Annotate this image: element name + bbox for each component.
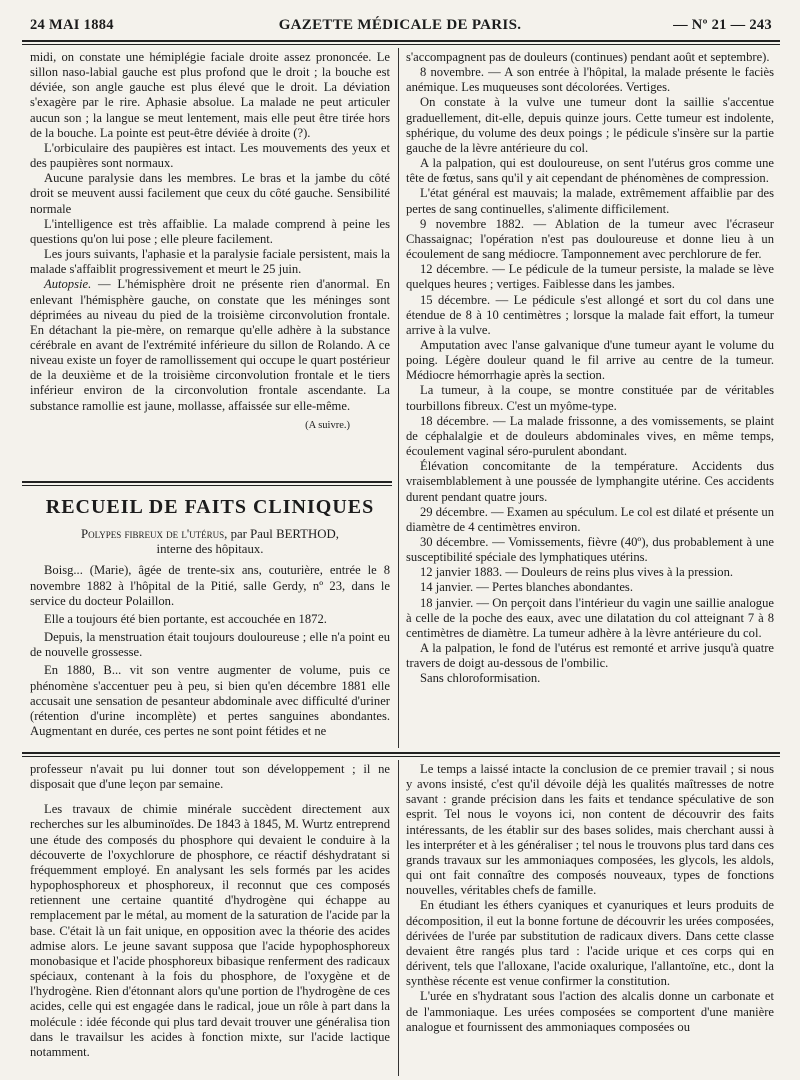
header-issue-page: — Nº 21 — 243: [673, 17, 772, 33]
paragraph: La tumeur, à la coupe, se montre constituée par de véritables tourbillons fibreux. C'est un myôme-type.: [406, 383, 774, 413]
follow-note: (A suivre.): [305, 419, 350, 431]
paragraph: En 1880, B... vit son ventre augmenter de volume, puis ce phénomène s'accentuer peu à peu, si bien qu'en décembre 1881 elle accusait une sensation de pesanteur abdominale avec difficulté d'uriner (rétention d'urine incomplète) et pertes sanguines abondantes. Augmentant en durée, ces pertes ne sont point fétides et ne: [30, 663, 390, 739]
header-journal-title: GAZETTE MÉDICALE DE PARIS.: [278, 17, 522, 33]
column-4-bottom: [406, 762, 774, 1072]
paragraph: En étudiant les éthers cyaniques et cyanuriques et leurs produits de décomposition, il eut la bonne fortune de découvrir les urées composées, dérivées de l'urée par substitution de radicaux divers. Dans cette classe devaient être rangés plus tard : l'acide urique et ces corps qui en dérivent, tels que l'alloxane, l'acide oxalurique, l'allantoïne, etc., dont la synthèse récente est venue confirmer la constitution.: [406, 898, 774, 989]
paragraph: Sans chloroformisation.: [420, 671, 541, 686]
header-rule-thin: [22, 44, 780, 45]
paragraph: 12 janvier 1883. — Douleurs de reins plus vives à la pression.: [420, 565, 734, 580]
feuilleton-rule-thin: [22, 756, 780, 757]
paragraph: A la palpation, le fond de l'utérus est remonté et arrive jusqu'à quatre travers de doigt au-dessous de l'ombilic.: [406, 641, 774, 671]
paragraph: 29 décembre. — Examen au spéculum. Le col est dilaté et présente un diamètre de 4 centimètres environ.: [406, 504, 774, 534]
paragraph: L'intelligence est très affaiblie. La malade comprend à peine les questions qu'on lui pose ; elle pleure facilement.: [30, 216, 390, 246]
paragraph: 18 décembre. — La malade frissonne, a des vomissements, se plaint de céphalalgie et de douleurs abdominales vives, en même temps, écoulement vaginal séro-purulent abondant.: [406, 413, 774, 459]
paragraph: Le temps a laissé intacte la conclusion de ce premier travail ; si nous y avons insisté, c'est qu'il dévoile déjà les qualités maîtresses de notre savant : grande précision dans les faits et tendance spéculative de son esprit. Tel nous le voyons ici, non content de découvrir des faits intéressants, de les établir sur des bases solides, mais cherchant aussi à les interpréter et à les généraliser ; tel nous le trouvons plus tard dans ces grands travaux sur les ammoniaques composées, les glycols, les aldols, qui ont fait connaître des composés nouveaux, types de fonctions nouvelles, véritables chefs de famille.: [406, 762, 774, 898]
section-rule: [22, 481, 392, 483]
paragraph: Élévation concomitante de la température. Accidents dus vraisemblablement à une poussée de lymphangite utérine. Ces accidents durent pendant quatre jours.: [406, 459, 774, 504]
paragraph: Boisg... (Marie), âgée de trente-six ans, couturière, entrée le 8 novembre 1882 à l'hôpital de la Pitié, salle Gerdy, nº 23, dans le service du docteur Polaillon.: [30, 563, 390, 608]
column-1-bottom: [30, 492, 390, 748]
paragraph-autopsie: Autopsie. — L'hémisphère droit ne présente rien d'anormal. En enlevant l'hémisphère gauche, on constate que les méninges sont déprimées au niveau du pied de la troisième circonvolution frontale. En détachant la pie-mère, on remarque qu'elle adhère à la substance cérébrale en avant de l'extrémité inférieure du sillon de Rolando. A ce niveau existe un foyer de ramollissement qui occupe le quart postérieur de la deuxième et de la troisième circonvolution frontale et le tiers inférieur environ de la circonvolution frontale ascendante. La substance ramollie est jaune, mollasse, affaissée sur elle-même.: [30, 277, 390, 413]
paragraph: L'urée en s'hydratant sous l'action des alcalis donne un carbonate et de l'ammoniaque. Les urées composées se comportent d'une manière analogue et fournissent des ammoniaques composées ou: [406, 989, 774, 1034]
paragraph: Les travaux de chimie minérale succèdent directement aux recherches sur les albuminoïdes. De 1843 à 1845, M. Wurtz entreprend une étude des composés du phosphore qui devaient le conduire à la découverte de l'oxychlorure de phosphore, ce réactif déshydratant si fréquemment employé. En analysant les sels formés par les acides hypophosphoreux et phosphoreux, il reconnut que ces composés retiennent une certaine quantité d'hydrogène qui échappe au remplacement par le métal, au moment de la saturation de l'acide par la base. C'était là un fait unique, en opposition avec la théorie des acides admise alors. Le jeune savant supposa que l'acide hypophosphoreux monobasique et l'acide phosphoreux bibasique renferment des radicaux spéciaux, contenant à la fois du phosphore, de l'oxygène et de l'hydrogène. Rien d'étonnant alors qu'une portion de l'hydrogène de ces acides, celle qui est engagée dans le radical, joue un rôle à part dans la molécule : idée féconde qui plus tard devait trouver une généralisa tion dans le travailsur les acides à fonction mixte, sur l'acide lactique notamment.: [30, 802, 390, 1059]
paragraph: 15 décembre. — Le pédicule s'est allongé et sort du col dans une étendue de 8 à 10 centimètres ; lorsque la malade fait effort, la tumeur arrive à la vulve.: [406, 292, 774, 337]
paragraph: midi, on constate une hémiplégie faciale droite assez prononcée. Le sillon naso-labial gauche est plus profond que le droit ; la bouche est déviée, son angle gauche est plus élevé que le droit. La déviation s'exagère par le rire. Aphasie absolue. La malade ne peut articuler aucun son ; la langue se meut lentement, mais elle peut être tirée hors de la bouche. La pointe est peut-être déviée à droite (?).: [30, 50, 390, 140]
header-rule: [22, 40, 780, 42]
article-subtitle: Polypes fibreux de l'utérus, par Paul BERTHOD,: [81, 527, 339, 542]
column-1-top: [30, 50, 390, 480]
section-title: RECUEIL DE FAITS CLINIQUES: [45, 496, 375, 518]
paragraph: 9 novembre 1882. — Ablation de la tumeur avec l'écraseur Chassaignac; l'opération n'est pas douloureuse et donne lieu à un écoulement de sang médiocre. Tamponnement avec perchlorure de fer.: [406, 216, 774, 262]
page-header: [22, 14, 778, 38]
paragraph: Amputation avec l'anse galvanique d'une tumeur ayant le volume du poing. Légère douleur quand le fil arrive au centre de la tumeur. Médiocre hémorrhagie après la section.: [406, 337, 774, 383]
paragraph: On constate à la vulve une tumeur dont la saillie s'accentue graduellement, dit-elle, depuis quinze jours. Cette tumeur est indolente, sphérique, du volume des deux poings ; le pédicule s'insère sur la partie gauche de la lèvre antérieure du col.: [406, 95, 774, 155]
article-subtitle-line2: interne des hôpitaux.: [156, 542, 264, 557]
paragraph: Depuis, la menstruation était toujours douloureuse ; elle n'a point eu de nouvelle grossesse.: [30, 630, 390, 660]
header-date: 24 MAI 1884: [30, 17, 114, 33]
paragraph: Les jours suivants, l'aphasie et la paralysie faciale persistent, mais la malade s'affaiblit progressivement et meurt le 25 juin.: [30, 247, 390, 277]
paragraph: Elle a toujours été bien portante, est accouchée en 1872.: [44, 611, 327, 626]
paragraph: L'état général est mauvais; la malade, extrêmement affaiblie par des pertes de sang continuelles, s'alimente difficilement.: [406, 186, 774, 216]
paragraph: 18 janvier. — On perçoit dans l'intérieur du vagin une saillie analogue à celle de la poche des eaux, avec une dilatation du col atteignant 7 à 8 centimètres de diamètre. La tumeur adhère à la lèvre antérieure du col.: [406, 595, 774, 640]
paragraph: Aucune paralysie dans les membres. Le bras et la jambe du côté droit se meuvent aussi facilement que ceux du côté gauche. Sensibilité normale: [30, 171, 390, 216]
feuilleton-rule: [22, 752, 780, 754]
autopsie-label: Autopsie.: [44, 277, 92, 292]
paragraph: 30 décembre. — Vomissements, fièvre (40º), dus probablement à une susceptibilité spéciale des lymphatiques utérins.: [406, 535, 774, 565]
column-divider-bottom: [398, 760, 399, 1076]
paragraph: L'orbiculaire des paupières est intact. Les mouvements des yeux et des paupières sont normaux.: [30, 140, 390, 171]
paragraph: s'accompagnent pas de douleurs (continues) pendant août et septembre).: [406, 50, 770, 64]
paragraph: professeur n'avait pu lui donner tout son développement ; il ne disposait que d'une leçon par semaine.: [30, 762, 390, 792]
paragraph: 14 janvier. — Pertes blanches abondantes.: [420, 580, 633, 595]
column-divider: [398, 48, 399, 748]
paragraph: A la palpation, qui est douloureuse, on sent l'utérus gros comme une tête de fœtus, sans qu'il y ait cependant de phénomènes de compression.: [406, 156, 774, 186]
column-3-bottom: [30, 762, 390, 1072]
paragraph: 12 décembre. — Le pédicule de la tumeur persiste, la malade se lève quelques heures ; vertiges. Faiblesse dans les jambes.: [406, 262, 774, 292]
column-2-top: [406, 50, 774, 748]
section-rule-thin: [22, 485, 392, 486]
paragraph: 8 novembre. — A son entrée à l'hôpital, la malade présente le faciès anémique. Les muqueuses sont décolorées. Vertiges.: [406, 65, 774, 95]
